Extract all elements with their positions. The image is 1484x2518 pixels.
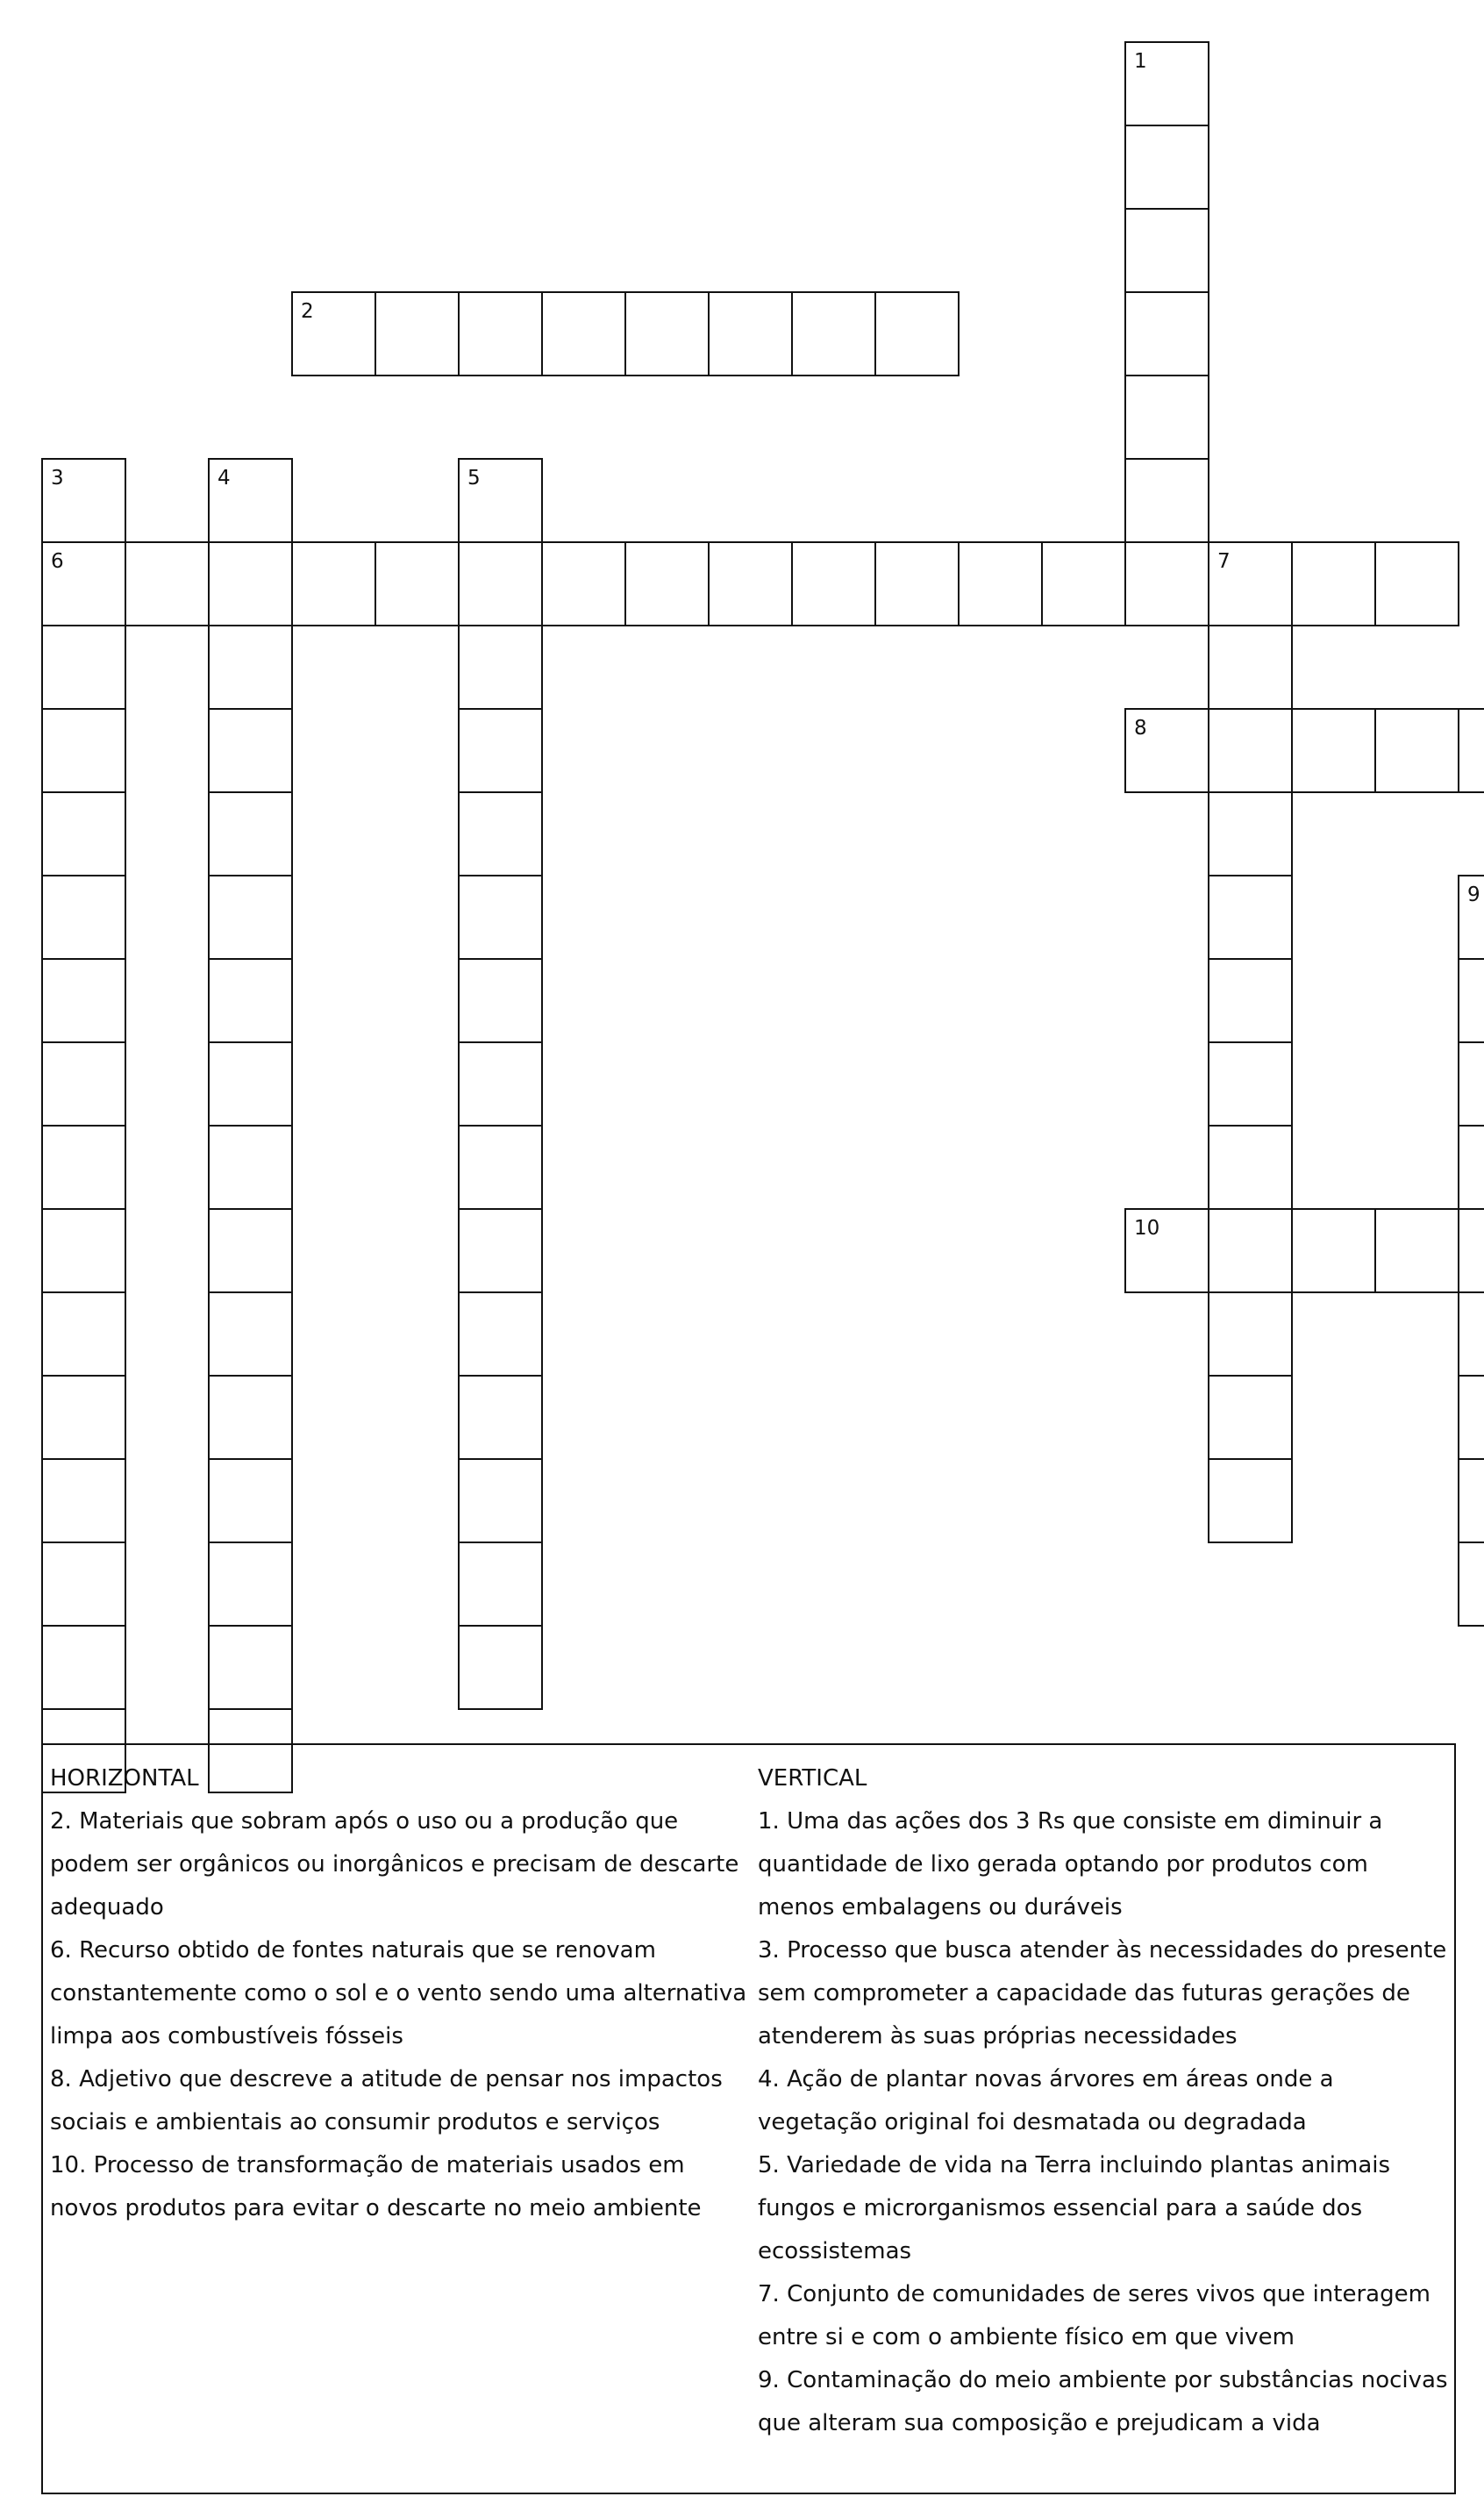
clue-number: 8: [1134, 717, 1147, 740]
grid-cell[interactable]: [458, 875, 543, 960]
grid-cell[interactable]: [208, 708, 293, 793]
vertical-clues: [758, 1757, 1451, 2445]
grid-cell[interactable]: [874, 291, 960, 376]
grid-cell[interactable]: [624, 291, 710, 376]
clue-vertical-5: 5. Variedade de vida na Terra incluindo plantas animais fungos e microrganismos essencial para a saúde dos ecossistemas: [758, 2152, 1391, 2264]
grid-cell[interactable]: [1124, 541, 1209, 626]
grid-cell[interactable]: [41, 1542, 126, 1627]
grid-cell[interactable]: [41, 1291, 126, 1377]
clue-horizontal-8: 8. Adjetivo que descreve a atitude de pensar nos impactos sociais e ambientais ao consumir produtos e serviços: [50, 2066, 723, 2135]
clue-horizontal-2: 2. Materiais que sobram após o uso ou a produção que podem ser orgânicos ou inorgânicos e precisam de descarte adequado: [50, 1808, 739, 1921]
grid-cell[interactable]: [1458, 1542, 1484, 1627]
grid-cell[interactable]: [1458, 708, 1484, 793]
grid-cell[interactable]: [1124, 1208, 1209, 1293]
clue-number: 7: [1217, 550, 1231, 573]
grid-cell[interactable]: [41, 625, 126, 710]
grid-cell[interactable]: [458, 1208, 543, 1293]
clues-box: [41, 1743, 1456, 2494]
grid-cell[interactable]: [1374, 541, 1459, 626]
clue-vertical-4: 4. Ação de plantar novas árvores em áreas onde a vegetação original foi desmatada ou degradada: [758, 2066, 1334, 2135]
grid-cell[interactable]: [458, 958, 543, 1043]
grid-cell[interactable]: [208, 1375, 293, 1460]
grid-cell[interactable]: [458, 791, 543, 876]
grid-cell[interactable]: [208, 1458, 293, 1543]
clue-vertical-7: 7. Conjunto de comunidades de seres vivos que interagem entre si e com o ambiente físico em que vivem: [758, 2281, 1430, 2350]
grid-cell[interactable]: [1124, 41, 1209, 126]
grid-cell[interactable]: [458, 1375, 543, 1460]
grid-cell[interactable]: [41, 541, 126, 626]
grid-cell[interactable]: [458, 291, 543, 376]
grid-cell[interactable]: [208, 1625, 293, 1710]
grid-cell[interactable]: [1458, 1291, 1484, 1377]
grid-cell[interactable]: [541, 291, 626, 376]
clue-number: 6: [51, 550, 64, 573]
grid-cell[interactable]: [458, 1625, 543, 1710]
clue-number: 3: [51, 467, 64, 490]
grid-cell[interactable]: [1208, 791, 1293, 876]
grid-cell[interactable]: [208, 625, 293, 710]
grid-cell[interactable]: [375, 291, 460, 376]
clue-number: 9: [1467, 883, 1480, 906]
grid-cell[interactable]: [1374, 1208, 1459, 1293]
grid-cell[interactable]: [791, 541, 876, 626]
grid-cell[interactable]: [791, 291, 876, 376]
grid-cell[interactable]: [458, 625, 543, 710]
grid-cell[interactable]: [1291, 1208, 1376, 1293]
grid-cell[interactable]: [1374, 708, 1459, 793]
grid-cell[interactable]: [1124, 208, 1209, 293]
grid-cell[interactable]: [41, 1458, 126, 1543]
grid-cell[interactable]: [1124, 708, 1209, 793]
grid-cell[interactable]: [208, 1291, 293, 1377]
grid-cell[interactable]: [41, 791, 126, 876]
grid-cell[interactable]: [291, 541, 376, 626]
grid-cell[interactable]: [1208, 958, 1293, 1043]
clue-vertical-3: 3. Processo que busca atender às necessidades do presente sem comprometer a capacidade das futuras gerações de atenderem às suas próprias necessidades: [758, 1937, 1447, 2049]
grid-cell[interactable]: [1208, 1375, 1293, 1460]
grid-cell[interactable]: [208, 958, 293, 1043]
grid-cell[interactable]: [624, 541, 710, 626]
grid-cell[interactable]: [458, 458, 543, 543]
grid-cell[interactable]: [1208, 875, 1293, 960]
grid-cell[interactable]: [458, 1125, 543, 1210]
grid-cell[interactable]: [41, 958, 126, 1043]
grid-cell[interactable]: [1458, 1458, 1484, 1543]
grid-cell[interactable]: [1458, 1125, 1484, 1210]
clue-number: 4: [218, 467, 231, 490]
clue-number: 10: [1134, 1217, 1160, 1240]
grid-cell[interactable]: [1208, 1208, 1293, 1293]
grid-cell[interactable]: [375, 541, 460, 626]
grid-cell[interactable]: [1291, 708, 1376, 793]
grid-cell[interactable]: [41, 875, 126, 960]
grid-cell[interactable]: [125, 541, 210, 626]
clue-horizontal-10: 10. Processo de transformação de materiais usados em novos produtos para evitar o descarte no meio ambiente: [50, 2152, 702, 2221]
grid-cell[interactable]: [1208, 1041, 1293, 1127]
grid-cell[interactable]: [41, 1375, 126, 1460]
clue-vertical-9: 9. Contaminação do meio ambiente por substâncias nocivas que alteram sua composição e prejudicam a vida: [758, 2367, 1448, 2436]
grid-cell[interactable]: [208, 875, 293, 960]
clue-vertical-1: 1. Uma das ações dos 3 Rs que consiste em diminuir a quantidade de lixo gerada optando por produtos com menos embalagens ou duráveis: [758, 1808, 1383, 1921]
grid-cell[interactable]: [1208, 1458, 1293, 1543]
grid-cell[interactable]: [708, 291, 793, 376]
grid-cell[interactable]: [458, 1291, 543, 1377]
grid-cell[interactable]: [1458, 875, 1484, 960]
grid-cell[interactable]: [1208, 625, 1293, 710]
grid-cell[interactable]: [458, 541, 543, 626]
grid-cell[interactable]: [874, 541, 960, 626]
grid-cell[interactable]: [41, 1625, 126, 1710]
grid-cell[interactable]: [41, 1041, 126, 1127]
clue-number: 2: [301, 300, 314, 323]
grid-cell[interactable]: [208, 1041, 293, 1127]
grid-cell[interactable]: [1291, 541, 1376, 626]
grid-cell[interactable]: [208, 1208, 293, 1293]
grid-cell[interactable]: [291, 291, 376, 376]
grid-cell[interactable]: [208, 458, 293, 543]
clue-number: 1: [1134, 50, 1147, 73]
grid-cell[interactable]: [1458, 958, 1484, 1043]
grid-cell[interactable]: [41, 1208, 126, 1293]
grid-cell[interactable]: [208, 541, 293, 626]
grid-cell[interactable]: [1124, 291, 1209, 376]
grid-cell[interactable]: [458, 708, 543, 793]
grid-cell[interactable]: [1208, 1125, 1293, 1210]
grid-cell[interactable]: [1208, 541, 1293, 626]
horizontal-heading: HORIZONTAL: [50, 1765, 199, 1792]
grid-cell[interactable]: [458, 1542, 543, 1627]
grid-cell[interactable]: [1458, 1208, 1484, 1293]
grid-cell[interactable]: [708, 541, 793, 626]
horizontal-clues: [50, 1757, 752, 2230]
vertical-heading: VERTICAL: [758, 1765, 867, 1792]
grid-cell[interactable]: [208, 1542, 293, 1627]
grid-cell[interactable]: [41, 708, 126, 793]
grid-cell[interactable]: [1124, 458, 1209, 543]
grid-cell[interactable]: [458, 1458, 543, 1543]
grid-cell[interactable]: [458, 1041, 543, 1127]
grid-cell[interactable]: [41, 1125, 126, 1210]
grid-cell[interactable]: [1124, 375, 1209, 460]
grid-cell[interactable]: [208, 1125, 293, 1210]
grid-cell[interactable]: [1458, 1041, 1484, 1127]
grid-cell[interactable]: [1124, 125, 1209, 210]
clue-horizontal-6: 6. Recurso obtido de fontes naturais que se renovam constantemente como o sol e o vento sendo uma alternativa limpa aos combustíveis fósseis: [50, 1937, 747, 2049]
grid-cell[interactable]: [541, 541, 626, 626]
grid-cell[interactable]: [958, 541, 1043, 626]
clue-number: 5: [467, 467, 481, 490]
grid-cell[interactable]: [1208, 708, 1293, 793]
grid-cell[interactable]: [1458, 1375, 1484, 1460]
grid-cell[interactable]: [41, 458, 126, 543]
grid-cell[interactable]: [1041, 541, 1126, 626]
grid-cell[interactable]: [208, 791, 293, 876]
grid-cell[interactable]: [1208, 1291, 1293, 1377]
